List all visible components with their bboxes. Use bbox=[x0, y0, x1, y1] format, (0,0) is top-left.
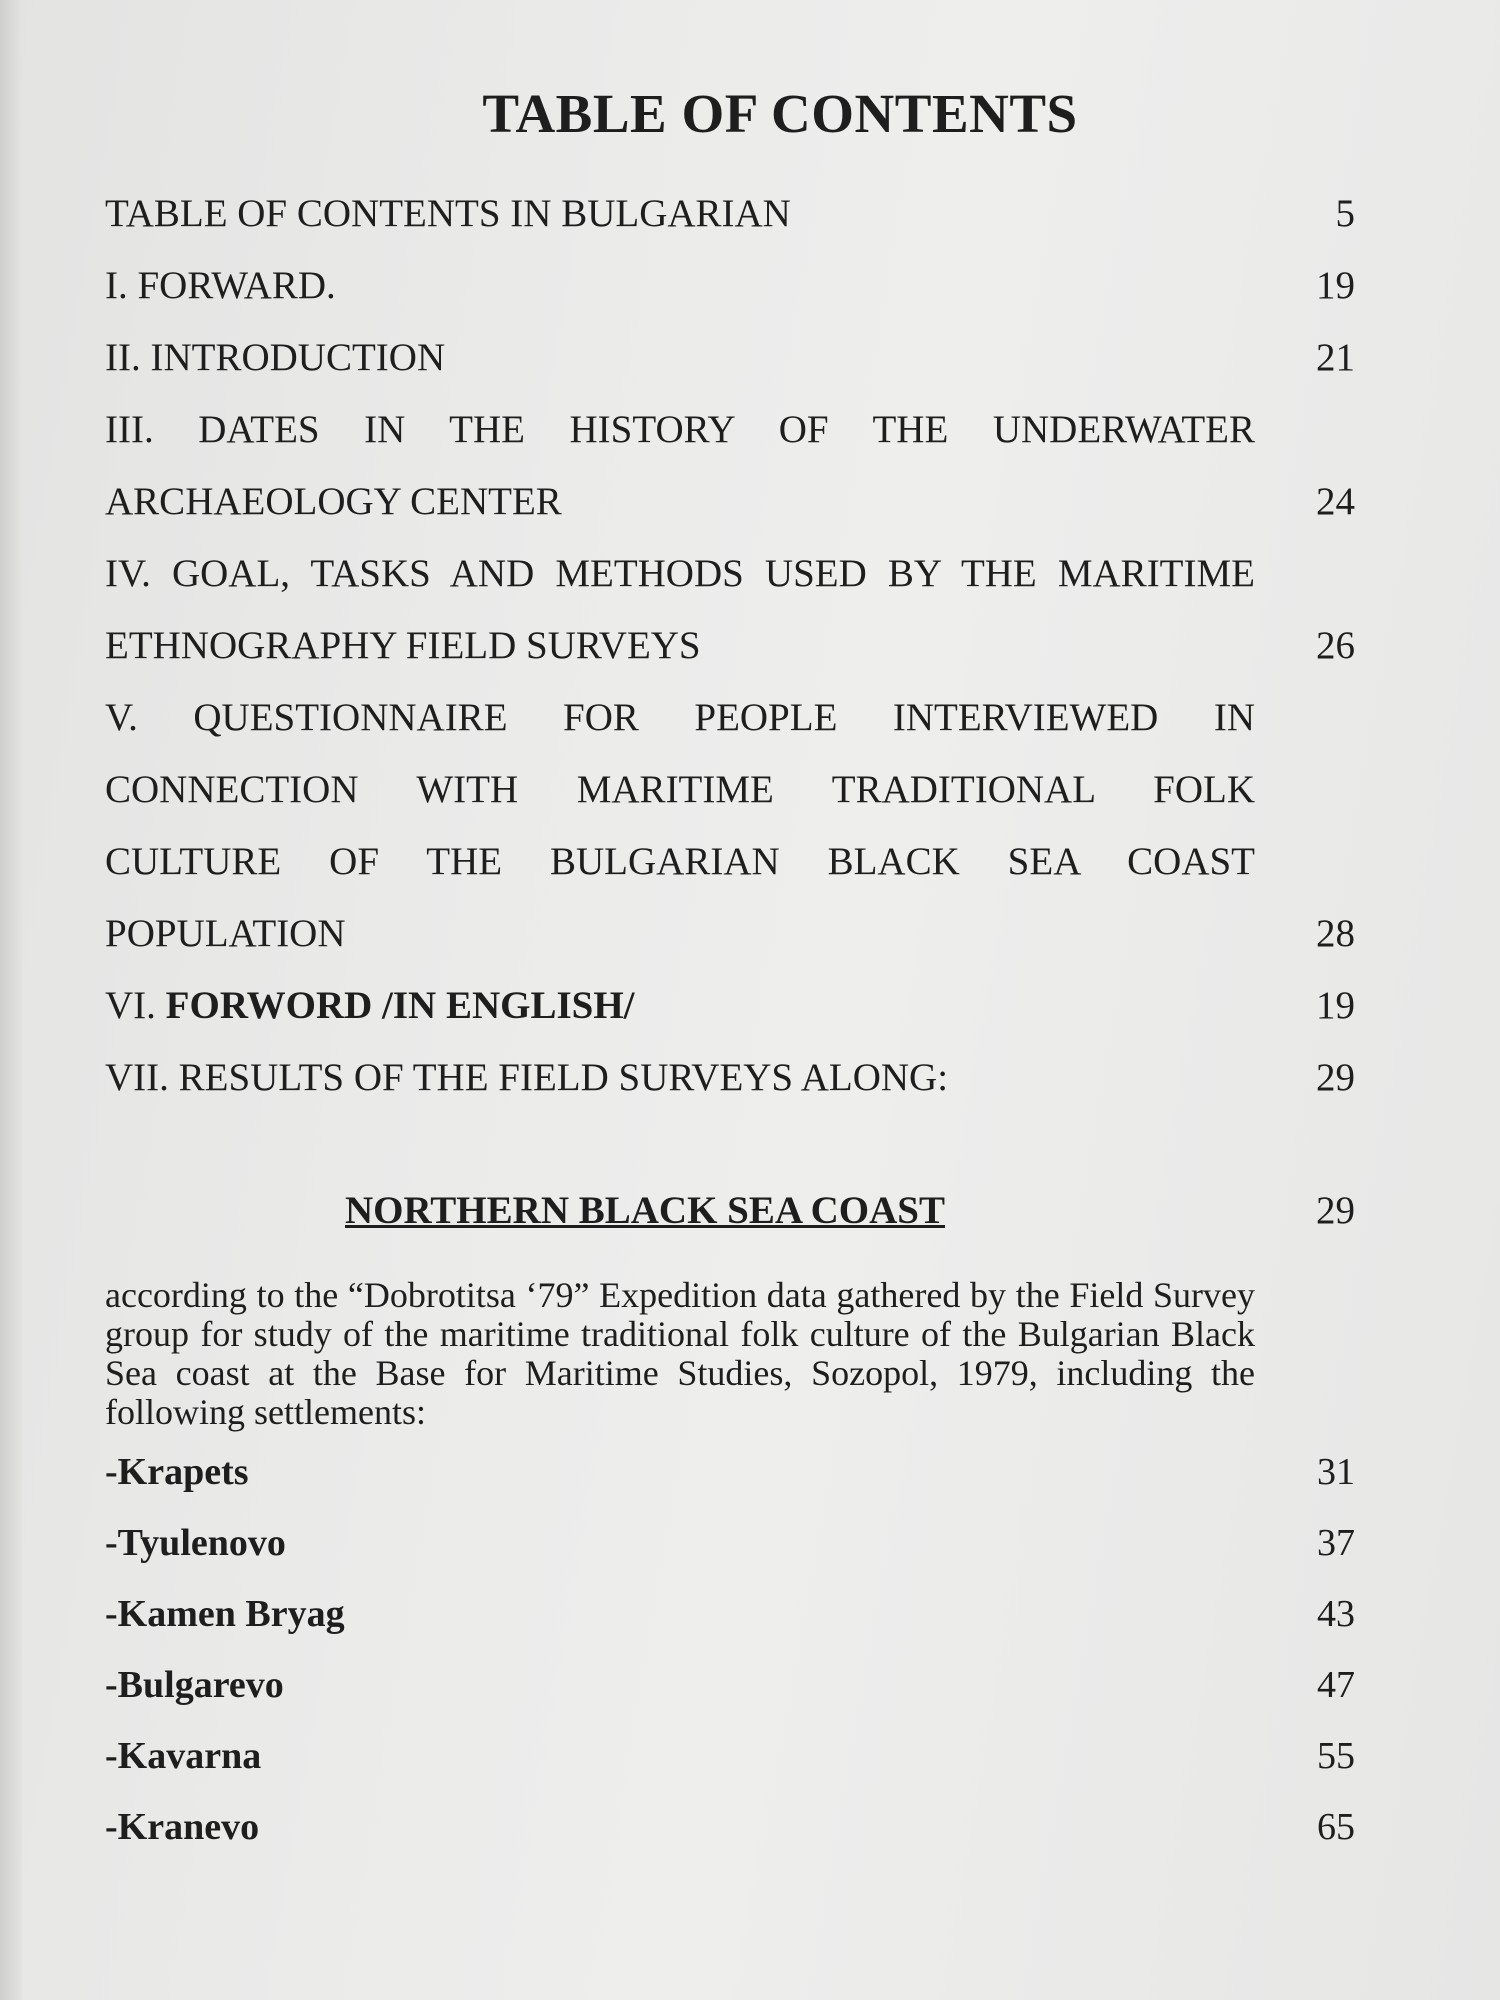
toc-entry-dates-line-2 bbox=[105, 466, 1355, 538]
table-of-contents bbox=[105, 178, 1355, 1858]
toc-entry-label: CULTURE OF THE BULGARIAN BLACK SEA COAST bbox=[105, 840, 1255, 883]
toc-entry-goal-line-2 bbox=[105, 610, 1355, 682]
toc-entry-questionnaire-line-1 bbox=[105, 682, 1355, 754]
toc-entry-page: 24 bbox=[1316, 480, 1355, 523]
settlement-entry bbox=[105, 1574, 1355, 1645]
toc-entry-forward bbox=[105, 250, 1355, 322]
toc-entry-label bbox=[105, 970, 1255, 1042]
toc-entry-label: III. DATES IN THE HISTORY OF THE UNDERWATER bbox=[105, 408, 1255, 451]
toc-entry-page: 29 bbox=[1316, 1056, 1355, 1099]
toc-entry-prefix: VI. bbox=[105, 984, 166, 1027]
toc-entry-bulgarian bbox=[105, 178, 1355, 250]
toc-entry-page: 28 bbox=[1316, 912, 1355, 955]
toc-entry-bold-label: FORWORD /IN ENGLISH/ bbox=[165, 984, 635, 1027]
toc-entry-page: 19 bbox=[1316, 264, 1355, 307]
page-title: TABLE OF CONTENTS bbox=[482, 83, 1078, 144]
toc-entry-forword-english bbox=[105, 970, 1355, 1042]
settlement-entry bbox=[105, 1716, 1355, 1787]
toc-entry-results bbox=[105, 1042, 1355, 1114]
toc-entry-label: TABLE OF CONTENTS IN BULGARIAN bbox=[105, 192, 791, 235]
settlement-name: -Krapets bbox=[105, 1451, 249, 1493]
toc-entry-label: ETHNOGRAPHY FIELD SURVEYS bbox=[105, 624, 701, 667]
settlement-page: 65 bbox=[1317, 1806, 1355, 1848]
toc-entry-label: ARCHAEOLOGY CENTER bbox=[105, 480, 562, 523]
settlement-entry bbox=[105, 1432, 1355, 1503]
settlement-page: 43 bbox=[1317, 1593, 1355, 1635]
section-heading: NORTHERN BLACK SEA COAST bbox=[345, 1189, 946, 1232]
toc-entry-label: IV. GOAL, TASKS AND METHODS USED BY THE MARITIME bbox=[105, 552, 1255, 595]
toc-entry-page: 26 bbox=[1316, 624, 1355, 667]
toc-entry-label: I. FORWARD. bbox=[105, 264, 336, 307]
settlement-name: -Kranevo bbox=[105, 1806, 260, 1848]
toc-entry-label: POPULATION bbox=[105, 912, 346, 955]
toc-entry-dates-line-1 bbox=[105, 394, 1355, 466]
toc-entry-page: 19 bbox=[1316, 984, 1355, 1027]
settlement-entry bbox=[105, 1645, 1355, 1716]
toc-entry-label: II. INTRODUCTION bbox=[105, 336, 446, 379]
settlement-page: 47 bbox=[1317, 1664, 1355, 1706]
toc-entry-page: 5 bbox=[1335, 192, 1355, 235]
toc-entry-goal-line-1 bbox=[105, 538, 1355, 610]
toc-entry-page: 21 bbox=[1316, 336, 1355, 379]
section-heading-row bbox=[105, 1174, 1355, 1274]
settlement-entry bbox=[105, 1503, 1355, 1574]
settlement-name: -Tyulenovo bbox=[105, 1522, 286, 1564]
settlement-name: -Kavarna bbox=[105, 1735, 262, 1777]
settlement-page: 31 bbox=[1317, 1451, 1355, 1493]
settlement-entry bbox=[105, 1787, 1355, 1858]
section-description: according to the “Dobrotitsa ‘79” Expedition data gathered by the Field Survey group for study of the maritime traditional folk culture of the Bulgarian Black Sea coast at the Base for Maritime Studies, Sozopol, 1979, including the following settlements: bbox=[105, 1275, 1255, 1432]
settlement-name: -Kamen Bryag bbox=[105, 1593, 345, 1635]
section-page: 29 bbox=[1316, 1189, 1355, 1232]
toc-entry-label: VII. RESULTS OF THE FIELD SURVEYS ALONG: bbox=[105, 1056, 949, 1099]
toc-entry-questionnaire-line-4 bbox=[105, 898, 1355, 970]
toc-entry-questionnaire-line-3 bbox=[105, 826, 1355, 898]
settlement-page: 55 bbox=[1317, 1735, 1355, 1777]
toc-entry-introduction bbox=[105, 322, 1355, 394]
settlement-name: -Bulgarevo bbox=[105, 1664, 284, 1706]
settlement-page: 37 bbox=[1317, 1522, 1355, 1564]
toc-entry-questionnaire-line-2 bbox=[105, 754, 1355, 826]
page-gutter-shadow bbox=[0, 0, 22, 2000]
toc-entry-label: V. QUESTIONNAIRE FOR PEOPLE INTERVIEWED IN bbox=[105, 696, 1255, 739]
toc-entry-label: CONNECTION WITH MARITIME TRADITIONAL FOLK bbox=[105, 768, 1255, 811]
